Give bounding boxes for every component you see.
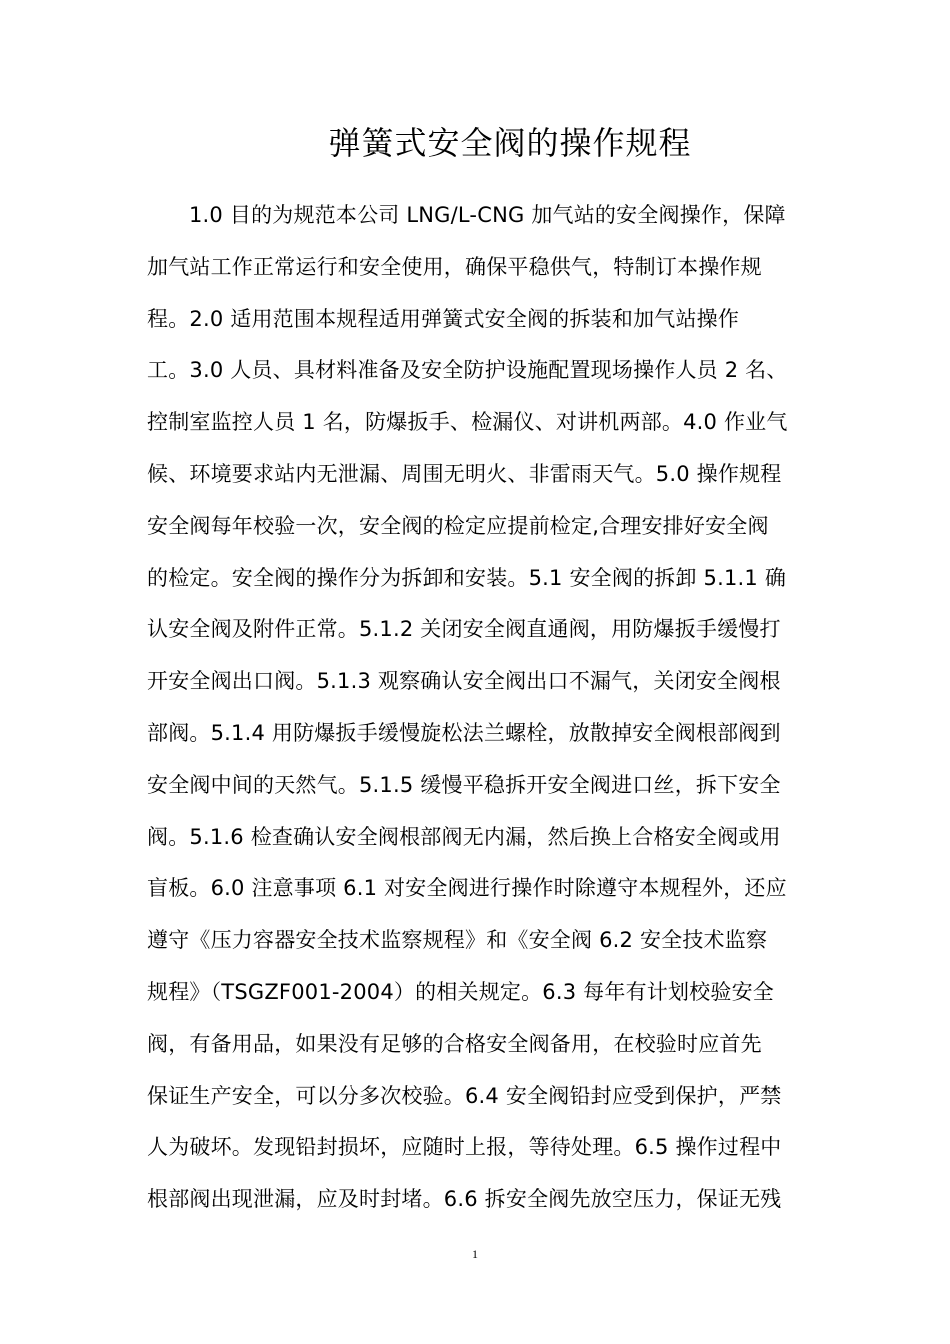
document-title: 弹簧式安全阀的操作规程 [328, 124, 692, 162]
body-line: 安全阀中间的天然气。5.1.5 缓慢平稳拆开安全阀进口丝，拆下安全 [147, 772, 781, 797]
body-line: 根部阀出现泄漏，应及时封堵。6.6 拆安全阀先放空压力，保证无残 [147, 1187, 782, 1212]
body-line: 保证生产安全，可以分多次校验。6.4 安全阀铅封应受到保护，严禁 [147, 1083, 782, 1108]
body-line: 安全阀每年校验一次，安全阀的检定应提前检定,合理安排好安全阀 [147, 513, 769, 538]
body-line: 阀。5.1.6 检查确认安全阀根部阀无内漏，然后换上合格安全阀或用 [147, 824, 781, 849]
body-text [147, 190, 807, 1226]
body-line: 遵守《压力容器安全技术监察规程》和《安全阀 6.2 安全技术监察 [147, 928, 768, 953]
body-line: 人为破坏。发现铅封损坏，应随时上报，等待处理。6.5 操作过程中 [147, 1135, 782, 1160]
body-line: 候、环境要求站内无泄漏、周围无明火、非雷雨天气。5.0 操作规程 [147, 461, 782, 486]
body-line: 部阀。5.1.4 用防爆扳手缓慢旋松法兰螺栓，放散掉安全阀根部阀到 [147, 720, 781, 745]
body-line: 的检定。安全阀的操作分为拆卸和安装。5.1 安全阀的拆卸 5.1.1 确 [147, 565, 787, 590]
page-number: 1 [472, 1247, 478, 1261]
body-line: 阀，有备用品，如果没有足够的合格安全阀备用，在校验时应首先 [147, 1031, 762, 1056]
body-line: 1.0 目的为规范本公司 LNG/L-CNG 加气站的安全阀操作，保障 [189, 203, 786, 227]
body-line: 工。3.0 人员、具材料准备及安全防护设施配置现场操作人员 2 名、 [147, 358, 788, 383]
body-line: 盲板。6.0 注意事项 6.1 对安全阀进行操作时除遵守本规程外，还应 [147, 876, 787, 901]
body-line: 认安全阀及附件正常。5.1.2 关闭安全阀直通阀，用防爆扳手缓慢打 [147, 617, 781, 642]
body-line: 程。2.0 适用范围本规程适用弹簧式安全阀的拆装和加气站操作 [147, 306, 740, 331]
body-line: 加气站工作正常运行和安全使用，确保平稳供气，特制订本操作规 [147, 254, 762, 279]
body-line: 规程》（TSGZF001-2004）的相关规定。6.3 每年有计划校验安全 [147, 979, 774, 1004]
body-line: 控制室监控人员 1 名，防爆扳手、检漏仪、对讲机两部。4.0 作业气 [147, 410, 788, 435]
body-line: 开安全阀出口阀。5.1.3 观察确认安全阀出口不漏气，关闭安全阀根 [147, 669, 781, 694]
